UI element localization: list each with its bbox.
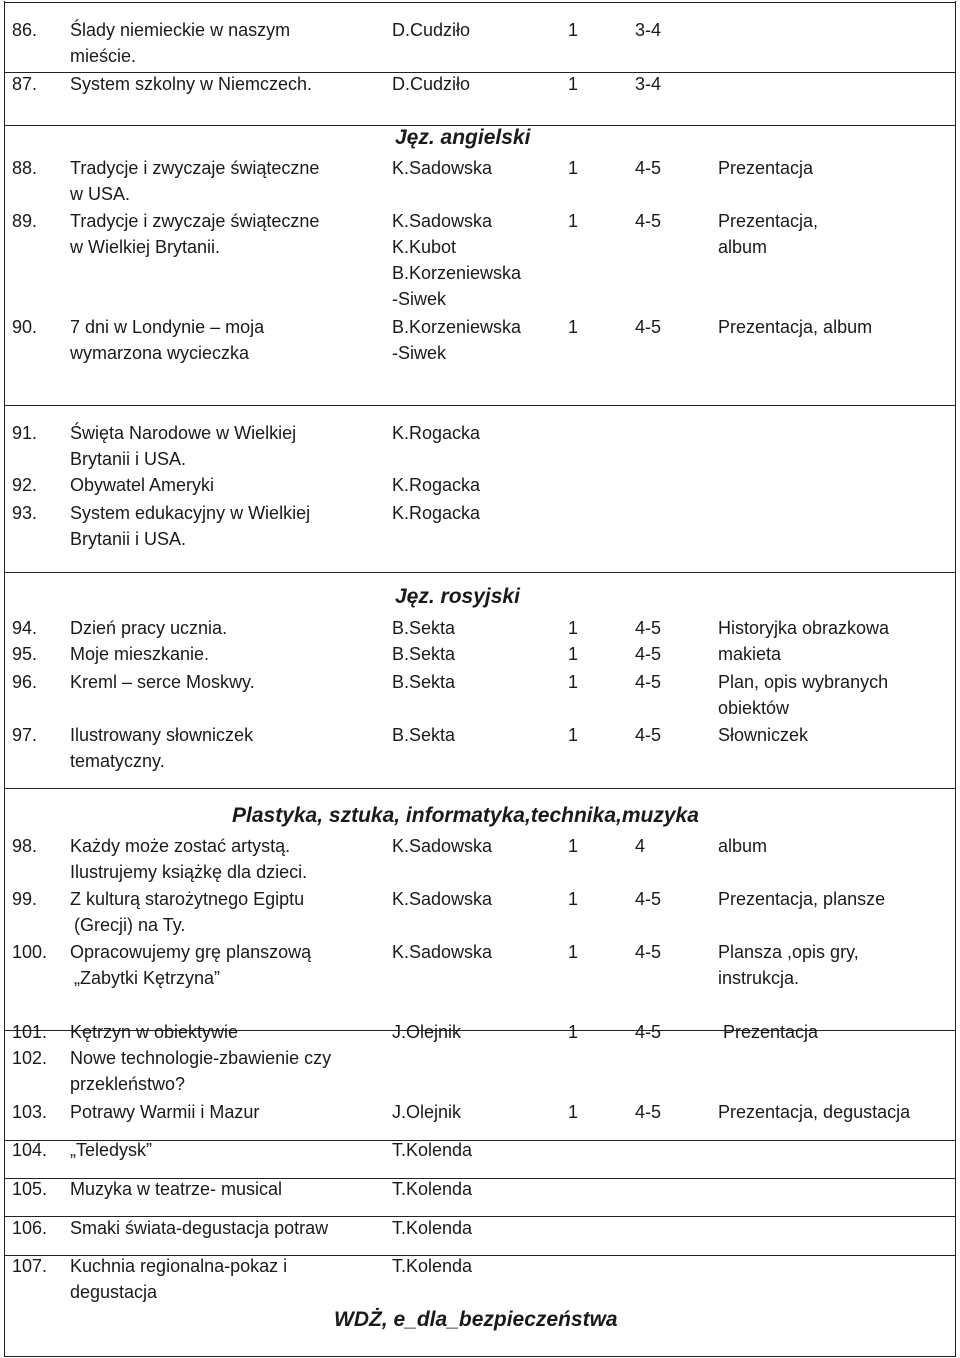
topic-title: Nowe technologie-zbawienie czy [70,1048,332,1068]
class-range: 4-5 [635,1022,662,1042]
teacher-name: D.Cudziło [392,74,471,94]
teacher-name: B.Sekta [392,644,456,664]
row-number: 104. [12,1140,48,1160]
topic-title: w USA. [70,184,131,204]
topic-title: Tradycje i zwyczaje świąteczne [70,211,320,231]
section-heading: Jęz. angielski [395,126,531,149]
topic-title: degustacja [70,1282,158,1302]
section-heading: Plastyka, sztuka, informatyka,technika,muzyka [232,804,699,827]
presentation-form: Plan, opis wybranych [718,672,889,692]
row-number: 98. [12,836,38,856]
row-number: 96. [12,672,38,692]
student-count: 1 [568,725,579,745]
topic-title: Moje mieszkanie. [70,644,210,664]
teacher-name: B.Sekta [392,672,456,692]
teacher-name: -Siwek [392,289,447,309]
teacher-name: T.Kolenda [392,1179,473,1199]
presentation-form: Prezentacja, plansze [718,889,886,909]
topic-title: tematyczny. [70,751,165,771]
row-number: 107. [12,1256,48,1276]
teacher-name: -Siwek [392,343,447,363]
student-count: 1 [568,158,579,178]
row-number: 93. [12,503,38,523]
topic-title: Muzyka w teatrze- musical [70,1179,283,1199]
presentation-form: instrukcja. [718,968,800,988]
presentation-form: Prezentacja, [718,211,819,231]
row-number: 97. [12,725,38,745]
topic-title: mieście. [70,46,137,66]
student-count: 1 [568,618,579,638]
class-range: 4-5 [635,942,662,962]
row-number: 102. [12,1048,48,1068]
student-count: 1 [568,644,579,664]
topic-title: Potrawy Warmii i Mazur [70,1102,260,1122]
topic-title: Tradycje i zwyczaje świąteczne [70,158,320,178]
topic-title: Ślady niemieckie w naszym [70,20,291,40]
row-number: 87. [12,74,38,94]
topic-title: wymarzona wycieczka [70,343,250,363]
topic-title: przekleństwo? [70,1074,186,1094]
teacher-name: K.Rogacka [392,503,481,523]
row-number: 90. [12,317,38,337]
presentation-form: album [718,836,768,856]
class-range: 4-5 [635,889,662,909]
teacher-name: D.Cudziło [392,20,471,40]
topic-title: Smaki świata-degustacja potraw [70,1218,329,1238]
topic-title: Kreml – serce Moskwy. [70,672,255,692]
class-range: 3-4 [635,20,662,40]
topic-title: Każdy może zostać artystą. [70,836,291,856]
teacher-name: T.Kolenda [392,1140,473,1160]
student-count: 1 [568,1022,579,1042]
teacher-name: K.Sadowska [392,889,493,909]
table-rule-horizontal [4,405,956,406]
student-count: 1 [568,20,579,40]
topic-title: (Grecji) na Ty. [74,915,186,935]
presentation-form: Prezentacja, degustacja [718,1102,911,1122]
topic-title: System edukacyjny w Wielkiej [70,503,311,523]
row-number: 88. [12,158,38,178]
table-rule-vertical [4,1,5,1357]
presentation-form: Prezentacja [718,158,814,178]
presentation-form: Prezentacja [723,1022,819,1042]
row-number: 99. [12,889,38,909]
topic-title: Ilustrowany słowniczek [70,725,254,745]
class-range: 4-5 [635,158,662,178]
topic-title: Dzień pracy ucznia. [70,618,228,638]
presentation-form: makieta [718,644,782,664]
row-number: 105. [12,1179,48,1199]
teacher-name: J.Olejnik [392,1022,462,1042]
row-number: 86. [12,20,38,40]
topic-title: Kuchnia regionalna-pokaz i [70,1256,288,1276]
row-number: 101. [12,1022,48,1042]
topic-title: Opracowujemy grę planszową [70,942,312,962]
student-count: 1 [568,1102,579,1122]
class-range: 4-5 [635,1102,662,1122]
presentation-form: obiektów [718,698,790,718]
teacher-name: K.Kubot [392,237,457,257]
row-number: 103. [12,1102,48,1122]
student-count: 1 [568,672,579,692]
teacher-name: K.Sadowska [392,942,493,962]
teacher-name: K.Sadowska [392,158,493,178]
class-range: 4-5 [635,317,662,337]
teacher-name: K.Sadowska [392,211,493,231]
student-count: 1 [568,889,579,909]
class-range: 4 [635,836,646,856]
teacher-name: K.Sadowska [392,836,493,856]
topic-title: Obywatel Ameryki [70,475,215,495]
teacher-name: B.Korzeniewska [392,263,522,283]
class-range: 3-4 [635,74,662,94]
row-number: 106. [12,1218,48,1238]
table-rule-horizontal [4,788,956,789]
student-count: 1 [568,211,579,231]
teacher-name: K.Rogacka [392,475,481,495]
table-rule-vertical [955,1,956,1357]
row-number: 95. [12,644,38,664]
topic-title: „Zabytki Kętrzyna” [74,968,221,988]
presentation-form: Prezentacja, album [718,317,873,337]
presentation-form: album [718,237,768,257]
class-range: 4-5 [635,672,662,692]
teacher-name: B.Korzeniewska [392,317,522,337]
topic-title: Z kulturą starożytnego Egiptu [70,889,305,909]
student-count: 1 [568,74,579,94]
row-number: 94. [12,618,38,638]
teacher-name: T.Kolenda [392,1256,473,1276]
topic-title: Brytanii i USA. [70,449,187,469]
teacher-name: B.Sekta [392,618,456,638]
topic-title: 7 dni w Londynie – moja [70,317,265,337]
presentation-form: Historyjka obrazkowa [718,618,890,638]
presentation-form: Plansza ,opis gry, [718,942,859,962]
presentation-form: Słowniczek [718,725,809,745]
class-range: 4-5 [635,644,662,664]
topic-title: Ilustrujemy książkę dla dzieci. [70,862,308,882]
teacher-name: J.Olejnik [392,1102,462,1122]
teacher-name: K.Rogacka [392,423,481,443]
topic-title: Święta Narodowe w Wielkiej [70,423,297,443]
class-range: 4-5 [635,618,662,638]
topic-title: w Wielkiej Brytanii. [70,237,221,257]
topic-title: Kętrzyn w obiektywie [70,1022,239,1042]
topic-title: „Teledysk” [70,1140,153,1160]
row-number: 92. [12,475,38,495]
table-rule-horizontal [4,572,956,573]
class-range: 4-5 [635,211,662,231]
student-count: 1 [568,942,579,962]
row-number: 89. [12,211,38,231]
table-rule-horizontal [4,1356,956,1357]
teacher-name: B.Sekta [392,725,456,745]
class-range: 4-5 [635,725,662,745]
student-count: 1 [568,836,579,856]
topic-title: Brytanii i USA. [70,529,187,549]
row-number: 100. [12,942,48,962]
section-heading: Jęz. rosyjski [395,585,520,608]
topic-title: System szkolny w Niemczech. [70,74,313,94]
student-count: 1 [568,317,579,337]
section-heading: WDŻ, e_dla_bezpieczeństwa [334,1308,618,1331]
row-number: 91. [12,423,38,443]
table-rule-horizontal [4,2,956,3]
teacher-name: T.Kolenda [392,1218,473,1238]
